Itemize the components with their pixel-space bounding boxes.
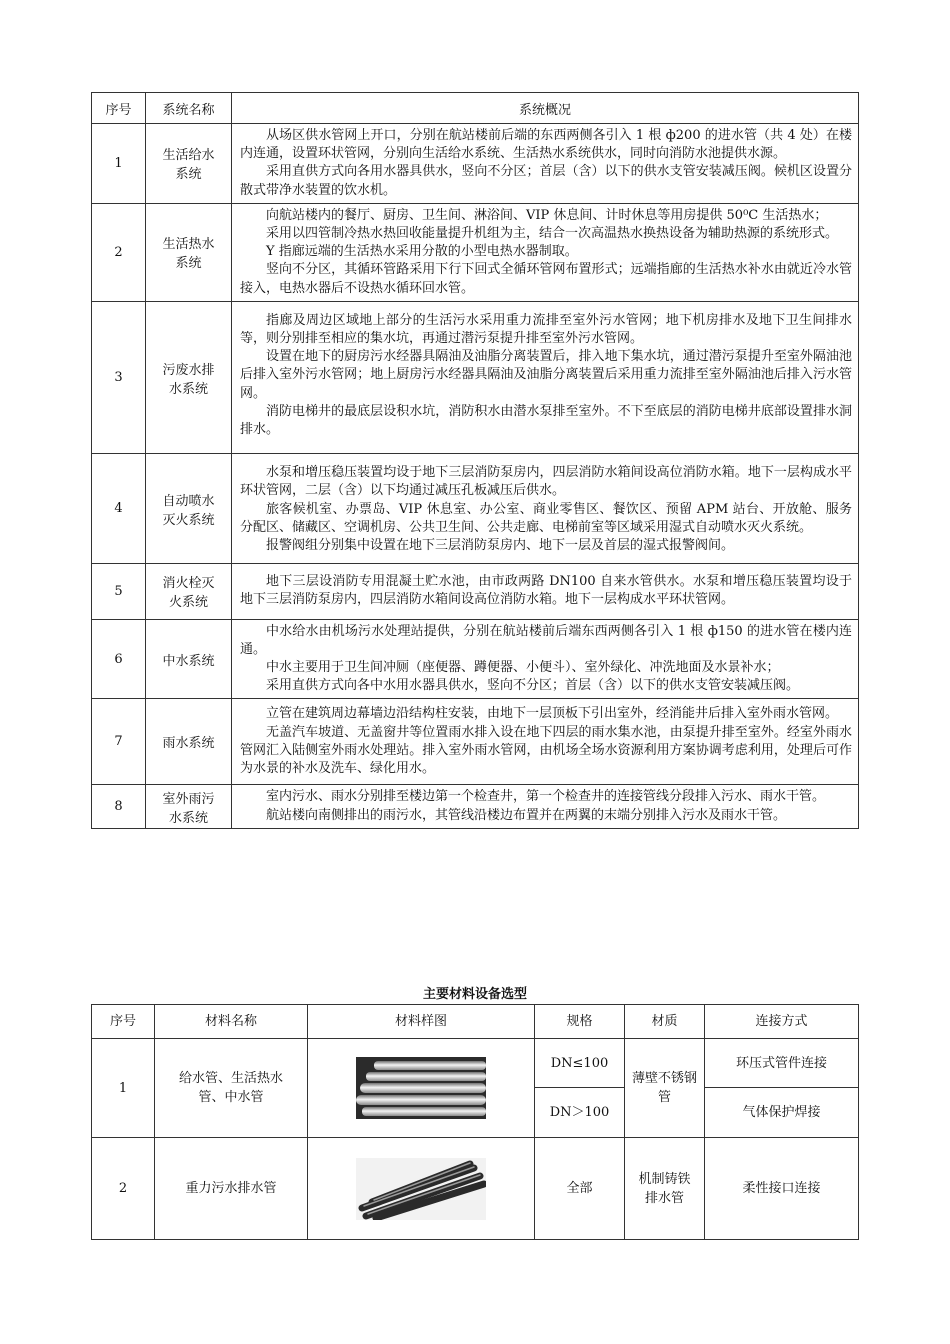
overview-paragraph: 竖向不分区，其循环管路采用下行下回式全循环管网布置形式；远端指廊的生活热水补水由就近冷水管接入，电热水器后不设热水循环回水管。	[240, 262, 852, 296]
material-name: 给水管、生活热水管、中水管	[155, 1039, 308, 1138]
material-sample	[308, 1039, 535, 1138]
system-overview	[232, 564, 859, 619]
row-no: 2	[92, 1138, 155, 1240]
connection-value: 柔性接口连接	[705, 1138, 859, 1240]
table-row	[92, 699, 859, 785]
row-no: 8	[92, 785, 146, 828]
overview-paragraph: 立管在建筑周边幕墙边沿结构柱安装，由地下一层顶板下引出室外，经消能井后排入室外雨水管网。	[266, 706, 839, 722]
row-no: 1	[92, 124, 146, 204]
header-system-overview: 系统概况	[232, 93, 859, 124]
overview-paragraph: 航站楼向南侧排出的雨污水，其管线沿楼边布置并在两翼的末端分别排入污水及雨水干管。	[266, 807, 787, 823]
table-row	[92, 619, 859, 699]
table-row	[92, 1039, 859, 1088]
overview-paragraph: 无盖汽车坡道、无盖窗井等位置雨水排入设在地下四层的雨水集水池，由泵提升排至室外。经室外雨水管网汇入陆侧室外雨水处理站。排入室外雨水管网，由机场全场水资源利用方案协调考虑利用，处理后可作为水景的补水及洗车、绿化用水。	[240, 724, 852, 777]
material-sample	[308, 1138, 535, 1240]
system-overview	[232, 785, 859, 828]
row-no: 2	[92, 203, 146, 301]
systems-header-row	[92, 93, 859, 124]
overview-paragraph: 中水主要用于卫生间冲厕（座便器、蹲便器、小便斗）、室外绿化、冲洗地面及水景补水；	[266, 660, 780, 676]
connection-value: 气体保护焊接	[705, 1088, 859, 1138]
overview-paragraph: 消防电梯井的最底层设积水坑，消防积水由潜水泵排至室外。不下至底层的消防电梯井底部设置排水洞排水。	[240, 403, 852, 438]
overview-paragraph: 室内污水、雨水分别排至楼边第一个检查井，第一个检查井的连接管线分段排入污水、雨水干管。	[266, 789, 826, 805]
system-name: 消火栓灭火系统	[146, 564, 232, 619]
header-no: 序号	[92, 93, 146, 124]
overview-paragraph: 采用以四管制冷热水热回收能量提升机组为主，结合一次高温热水换热设备为辅助热源的系统形式。	[266, 226, 839, 242]
spec-value: 全部	[535, 1138, 625, 1240]
header-connection: 连接方式	[705, 1005, 859, 1039]
overview-paragraph: Y 指廊远端的生活热水采用分散的小型电热水器制取。	[266, 244, 578, 260]
connection-value: 环压式管件连接	[705, 1039, 859, 1088]
row-no: 3	[92, 301, 146, 453]
cast-iron-pipes-icon	[356, 1158, 486, 1220]
system-name: 污废水排水系统	[146, 301, 232, 453]
row-no: 4	[92, 454, 146, 564]
header-no: 序号	[92, 1005, 155, 1039]
system-name: 雨水系统	[146, 699, 232, 785]
materials-header-row	[92, 1005, 859, 1039]
row-no: 1	[92, 1039, 155, 1138]
system-name: 生活给水系统	[146, 124, 232, 204]
header-system-name: 系统名称	[146, 93, 232, 124]
overview-paragraph: 采用直供方式向各用水器具供水，竖向不分区；首层（含）以下的供水支管安装减压阀。候机区设置分散式带净水装置的饮水机。	[240, 164, 852, 198]
row-no: 5	[92, 564, 146, 619]
material-value: 机制铸铁排水管	[625, 1138, 705, 1240]
system-overview	[232, 699, 859, 785]
systems-table	[91, 92, 859, 829]
system-name: 室外雨污水系统	[146, 785, 232, 828]
overview-paragraph: 地下三层设消防专用混凝土贮水池，由市政两路 DN100 自来水管供水。水泵和增压稳压装置均设于地下三层消防泵房内，四层消防水箱间设高位消防水箱。地下一层构成水平环状管网。	[240, 574, 852, 608]
system-name: 生活热水系统	[146, 203, 232, 301]
table-row	[92, 454, 859, 564]
system-name: 中水系统	[146, 619, 232, 699]
material-name: 重力污水排水管	[155, 1138, 308, 1240]
overview-paragraph: 旅客候机室、办票岛、VIP 休息室、办公室、商业零售区、餐饮区、预留 APM 站台、开放舱、服务分配区、储藏区、空调机房、公共卫生间、公共走廊、电梯前室等区域采用湿式自动喷水灭火系统。	[240, 501, 852, 535]
material-value: 薄壁不锈钢管	[625, 1039, 705, 1138]
system-name: 自动喷水灭火系统	[146, 454, 232, 564]
system-overview	[232, 124, 859, 204]
table-row	[92, 564, 859, 619]
system-overview	[232, 203, 859, 301]
overview-paragraph: 指廊及周边区域地上部分的生活污水采用重力流排至室外污水管网；地下机房排水及地下卫生间排水等，则分别排至相应的集水坑，再通过潜污泵提升排至室外污水管网。	[240, 312, 852, 347]
table-row	[92, 301, 859, 453]
overview-paragraph: 设置在地下的厨房污水经器具隔油及油脂分离装置后，排入地下集水坑，通过潜污泵提升至室外隔油池后排入室外污水管网；地上厨房污水经器具隔油及油脂分离装置后采用重力流排至室外隔油池后排入污水管网。	[240, 349, 852, 401]
table-row	[92, 203, 859, 301]
table-row	[92, 124, 859, 204]
materials-title: 主要材料设备选型	[422, 987, 527, 1002]
header-material-sample: 材料样图	[308, 1005, 535, 1039]
spec-value: DN＞100	[535, 1088, 625, 1138]
row-no: 6	[92, 619, 146, 699]
system-overview	[232, 301, 859, 453]
table-row	[92, 785, 859, 828]
header-spec: 规格	[535, 1005, 625, 1039]
overview-paragraph: 采用直供方式向各中水用水器具供水，竖向不分区；首层（含）以下的供水支管安装减压阀。	[266, 678, 800, 694]
system-overview	[232, 454, 859, 564]
spec-value: DN≤100	[535, 1039, 625, 1088]
overview-paragraph: 报警阀组分别集中设置在地下三层消防泵房内、地下一层及首层的湿式报警阀间。	[266, 538, 735, 554]
row-no: 7	[92, 699, 146, 785]
system-overview	[232, 619, 859, 699]
table-row	[92, 1138, 859, 1240]
stainless-steel-pipes-icon	[356, 1057, 486, 1119]
overview-paragraph: 从场区供水管网上开口，分别在航站楼前后端的东西两侧各引入 1 根 ф200 的进水管（共 4 处）在楼内连通，设置环状管网，分别向生活给水系统、生活热水系统供水，同时向消防水池提供水源。	[240, 128, 852, 162]
overview-paragraph: 向航站楼内的餐厅、厨房、卫生间、淋浴间、VIP 休息间、计时休息等用房提供 50⁰C 生活热水；	[266, 207, 828, 223]
materials-table	[91, 1004, 859, 1240]
overview-paragraph: 水泵和增压稳压装置均设于地下三层消防泵房内，四层消防水箱间设高位消防水箱。地下一层构成水平环状管网，二层（含）以下均通过减压孔板减压后供水。	[240, 465, 852, 499]
header-material-name: 材料名称	[155, 1005, 308, 1039]
overview-paragraph: 中水给水由机场污水处理站提供，分别在航站楼前后端东西两侧各引入 1 根 ф150 的进水管在楼内连通。	[240, 623, 852, 657]
header-material: 材质	[625, 1005, 705, 1039]
